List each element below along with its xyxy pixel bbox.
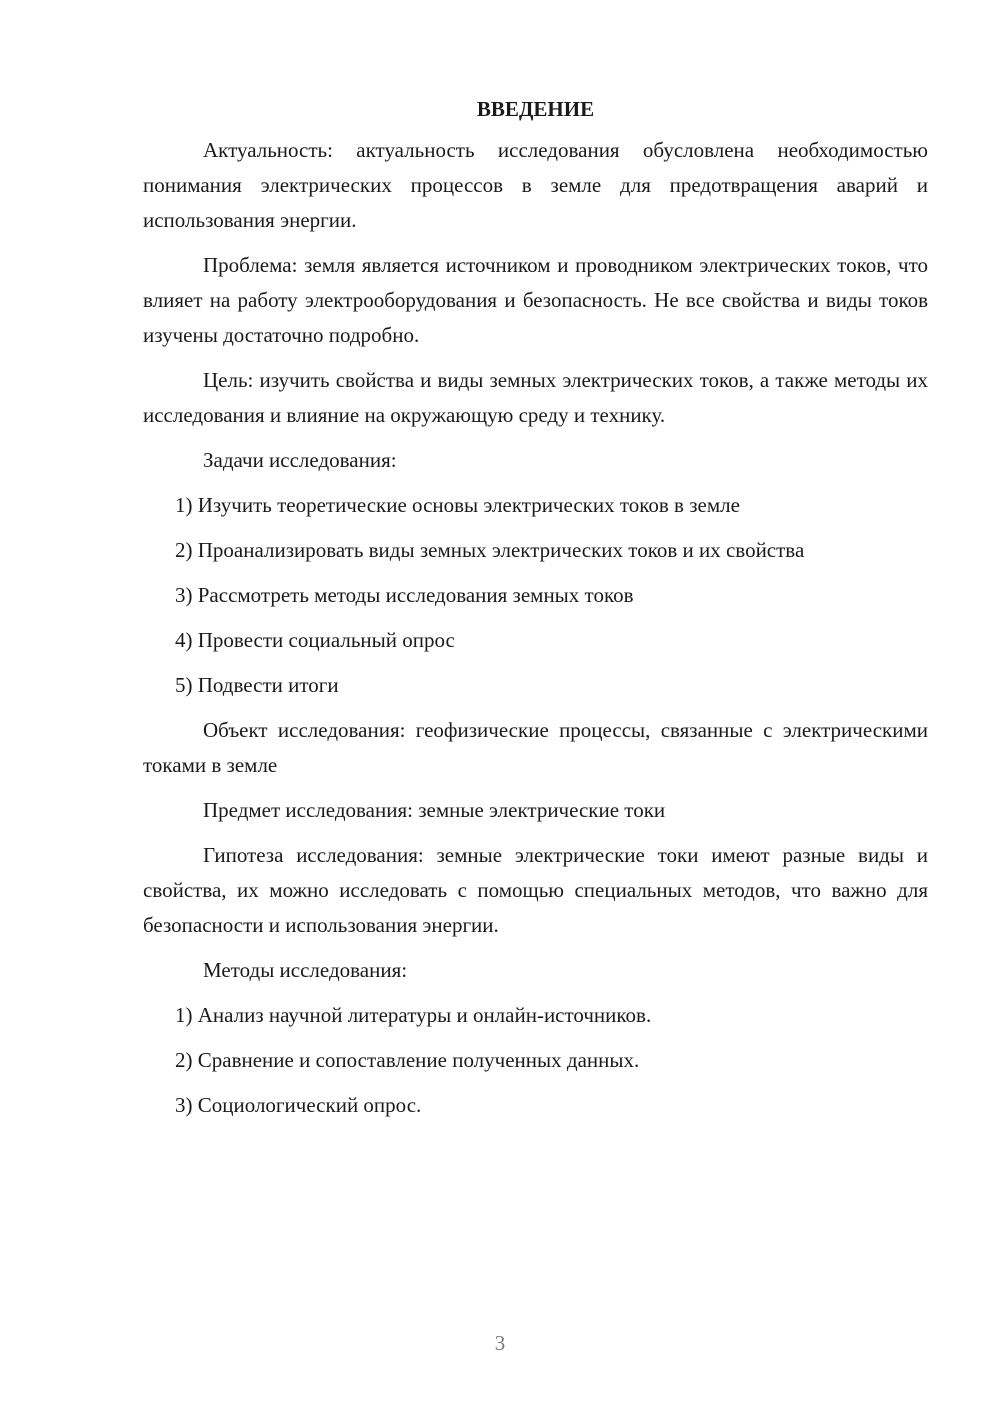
tasks-heading: Задачи исследования:	[203, 448, 397, 472]
page-number: 3	[494, 1331, 506, 1355]
list-item: 1) Изучить теоретические основы электрических токов в земле	[175, 493, 740, 517]
problem-paragraph: Проблема: земля является источником и проводником электрических токов, что влияет на работу электрооборудования и безопасность. Не все свойства и виды токов изучены достаточно подробно.	[143, 253, 928, 347]
list-item: 2) Проанализировать виды земных электрических токов и их свойства	[175, 538, 805, 562]
list-item: 1) Анализ научной литературы и онлайн-источников.	[175, 1003, 652, 1027]
subject-paragraph: Предмет исследования: земные электрические токи	[203, 798, 666, 822]
list-item: 5) Подвести итоги	[175, 673, 339, 697]
document-page	[143, 92, 928, 1133]
hypothesis-paragraph: Гипотеза исследования: земные электрические токи имеют разные виды и свойства, их можно исследовать с помощью специальных методов, что важно для безопасности и использования энергии.	[143, 843, 928, 937]
list-item: 4) Провести социальный опрос	[175, 628, 455, 652]
list-item: 3) Рассмотреть методы исследования земных токов	[175, 583, 634, 607]
page-title: ВВЕДЕНИЕ	[476, 97, 595, 121]
methods-list	[143, 998, 928, 1123]
tasks-list	[143, 488, 928, 703]
actuality-paragraph: Актуальность: актуальность исследования обусловлена необходимостью понимания электрических процессов в земле для предотвращения аварий и использования энергии.	[143, 138, 928, 232]
object-paragraph: Объект исследования: геофизические процессы, связанные с электрическими токами в земле	[143, 718, 928, 777]
list-item: 3) Социологический опрос.	[175, 1093, 422, 1117]
methods-heading: Методы исследования:	[203, 958, 408, 982]
list-item: 2) Сравнение и сопоставление полученных данных.	[175, 1048, 640, 1072]
goal-paragraph: Цель: изучить свойства и виды земных электрических токов, а также методы их исследования и влияние на окружающую среду и технику.	[143, 368, 928, 427]
